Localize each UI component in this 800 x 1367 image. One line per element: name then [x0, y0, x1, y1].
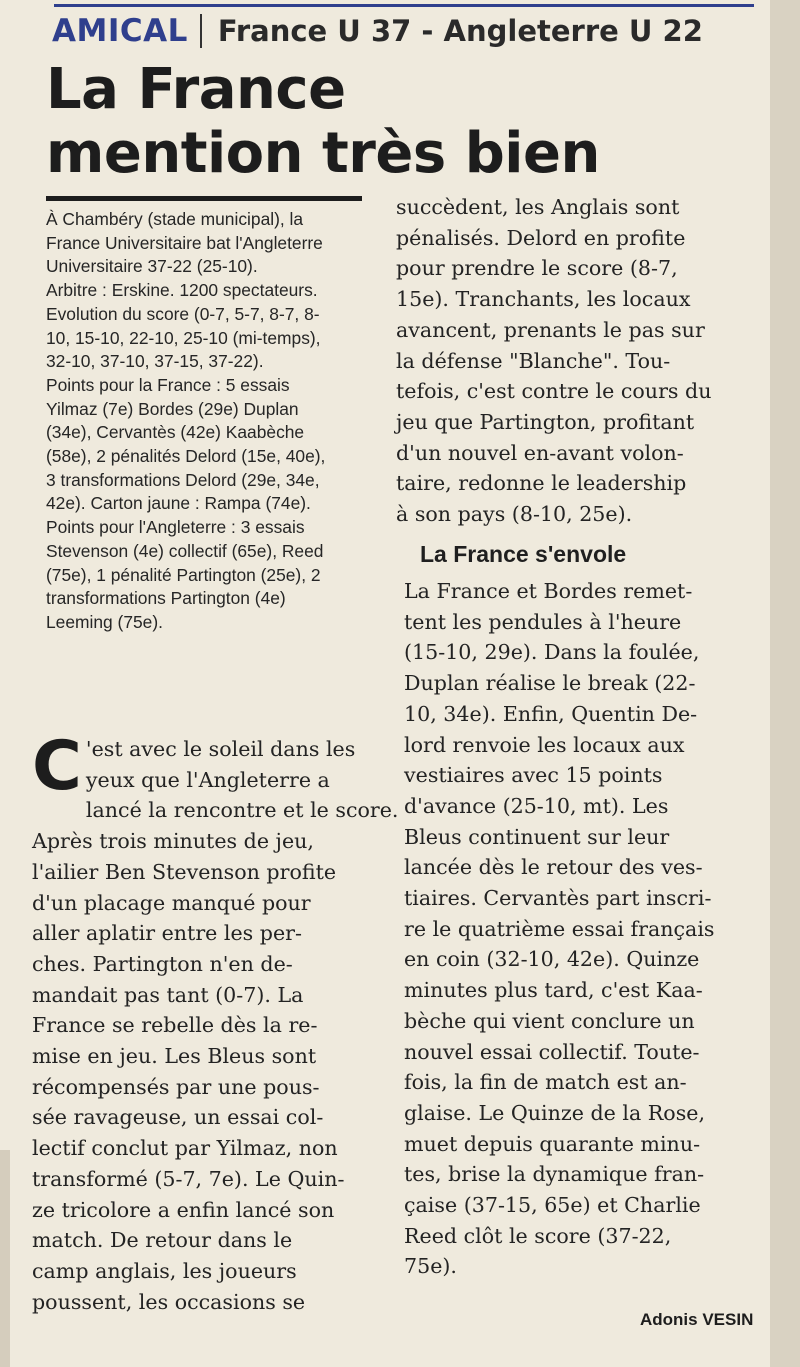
text-line: succèdent, les Anglais sont — [396, 195, 680, 219]
match-facts-box — [46, 208, 376, 635]
text-line: 'est avec le soleil dans les — [85, 737, 356, 761]
text-line: re le quatrième essai français — [404, 916, 715, 941]
text-line: À Chambéry (stade municipal), la — [46, 209, 304, 229]
page-margin-edge — [0, 1150, 10, 1367]
text-line: aller aplatir entre les per- — [32, 921, 302, 946]
text-line: l'ailier Ben Stevenson profite — [32, 859, 337, 884]
subheading: La France s'envole — [420, 541, 627, 567]
text-line: 42e). Carton jaune : Rampa (74e). — [46, 493, 311, 514]
text-line: ches. Partington n'en de- — [32, 951, 293, 976]
text-line: vestiaires avec 15 points — [404, 763, 663, 788]
text-line: 32-10, 37-10, 37-15, 37-22). — [46, 351, 264, 372]
text-line: d'un placage manqué pour — [32, 890, 311, 915]
text-line: bèche qui vient conclure un — [404, 1008, 695, 1033]
text-line: d'avance (25-10, mt). Les — [404, 793, 669, 818]
text-line: en coin (32-10, 42e). Quinze — [404, 947, 700, 972]
text-line: glaise. Le Quinze de la Rose, — [404, 1100, 706, 1125]
article-column-left — [32, 727, 399, 1317]
text-line: çaise (37-15, 65e) et Charlie — [404, 1193, 701, 1218]
text-line: (75e), 1 pénalité Partington (25e), 2 — [46, 564, 321, 585]
text-line: Bleus continuent sur leur — [404, 824, 670, 849]
text-line: muet depuis quarante minu- — [404, 1131, 701, 1156]
author-byline: Adonis VESIN — [640, 1310, 754, 1329]
text-line: sée ravageuse, un essai col- — [32, 1105, 324, 1130]
article-column-right-top — [396, 192, 760, 530]
text-line: jeu que Partington, profitant — [396, 409, 695, 434]
headline-line-2: mention très bien — [46, 121, 600, 186]
text-line: ze tricolore a enfin lancé son — [32, 1197, 335, 1222]
text-line: yeux que l'Angleterre a — [85, 767, 330, 792]
text-line: taire, redonne le leadership — [396, 471, 687, 496]
text-line: récompensés par une pous- — [32, 1074, 320, 1099]
text-line: lancé la rencontre et le score. — [85, 798, 399, 823]
left-column-text — [32, 727, 399, 1317]
text-line: tefois, c'est contre le cours du — [396, 379, 712, 404]
headline-line-1: La France — [46, 57, 346, 122]
text-line: tes, brise la dynamique fran- — [404, 1162, 705, 1187]
text-line: poussent, les occasions se — [32, 1289, 306, 1314]
text-line: La France et Bordes remet- — [404, 579, 693, 603]
text-line: lord renvoie les locaux aux — [404, 732, 685, 757]
text-line: France Universitaire bat l'Angleterre — [46, 232, 323, 253]
article-column-right-bottom — [404, 576, 760, 1282]
text-line: Leeming (75e). — [46, 611, 163, 632]
text-line: mise en jeu. Les Bleus sont — [32, 1044, 317, 1069]
match-title: France U 37 - Angleterre U 22 — [217, 14, 703, 48]
text-line: Points pour la France : 5 essais — [46, 374, 290, 395]
text-line: Points pour l'Angleterre : 3 essais — [46, 517, 305, 538]
text-line: Stevenson (4e) collectif (65e), Reed — [46, 540, 324, 561]
text-line: nouvel essai collectif. Toute- — [404, 1039, 700, 1064]
text-line: 10, 15-10, 22-10, 25-10 (mi-temps), — [46, 327, 321, 348]
text-line: lancée dès le retour des ves- — [404, 855, 703, 880]
text-line: avancent, prenants le pas sur — [396, 317, 705, 342]
text-line: Duplan réalise le break (22- — [404, 671, 696, 696]
text-line: camp anglais, les joueurs — [32, 1258, 297, 1283]
text-line: match. De retour dans le — [32, 1228, 293, 1253]
text-line: la défense "Blanche". Tou- — [396, 348, 671, 373]
text-line: (34e), Cervantès (42e) Kaabèche — [46, 422, 305, 443]
text-line: pénalisés. Delord en profite — [396, 225, 686, 250]
text-line: d'un nouvel en-avant volon- — [396, 440, 684, 465]
text-line: France se rebelle dès la re- — [32, 1013, 318, 1038]
text-line: pour prendre le score (8-7, — [396, 256, 678, 281]
text-line: (58e), 2 pénalités Delord (15e, 40e), — [46, 446, 326, 467]
headline — [46, 58, 746, 186]
text-line: transformations Partington (4e) — [46, 588, 286, 609]
text-line: minutes plus tard, c'est Kaa- — [404, 978, 703, 1003]
text-line: Après trois minutes de jeu, — [32, 829, 314, 854]
text-line: transformé (5-7, 7e). Le Quin- — [32, 1166, 345, 1191]
text-line: Arbitre : Erskine. 1200 spectateurs. — [46, 280, 318, 301]
headline-rule — [46, 196, 362, 201]
text-line: fois, la fin de match est an- — [404, 1070, 687, 1095]
adjacent-page-edge — [770, 0, 800, 1367]
text-line: 75e). — [404, 1254, 457, 1279]
section-header — [52, 6, 703, 56]
text-line: mandait pas tant (0-7). La — [32, 982, 304, 1007]
header-divider — [200, 14, 202, 48]
text-line: lectif conclut par Yilmaz, non — [32, 1136, 338, 1161]
text-line: tiaires. Cervantès part inscri- — [404, 886, 712, 911]
text-line: à son pays (8-10, 25e). — [396, 502, 633, 527]
text-line: Yilmaz (7e) Bordes (29e) Duplan — [46, 398, 299, 419]
drop-cap: C — [32, 727, 82, 806]
text-line: Evolution du score (0-7, 5-7, 8-7, 8- — [46, 303, 320, 324]
text-line: 3 transformations Delord (29e, 34e, — [46, 469, 320, 490]
text-line: Reed clôt le score (37-22, — [404, 1223, 672, 1248]
text-line: (15-10, 29e). Dans la foulée, — [404, 640, 700, 665]
text-line: 15e). Tranchants, les locaux — [396, 287, 691, 312]
text-line: tent les pendules à l'heure — [404, 609, 682, 634]
text-line: Universitaire 37-22 (25-10). — [46, 256, 258, 277]
text-line: 10, 34e). Enfin, Quentin De- — [404, 701, 698, 726]
section-rubric: AMICAL — [52, 13, 188, 49]
